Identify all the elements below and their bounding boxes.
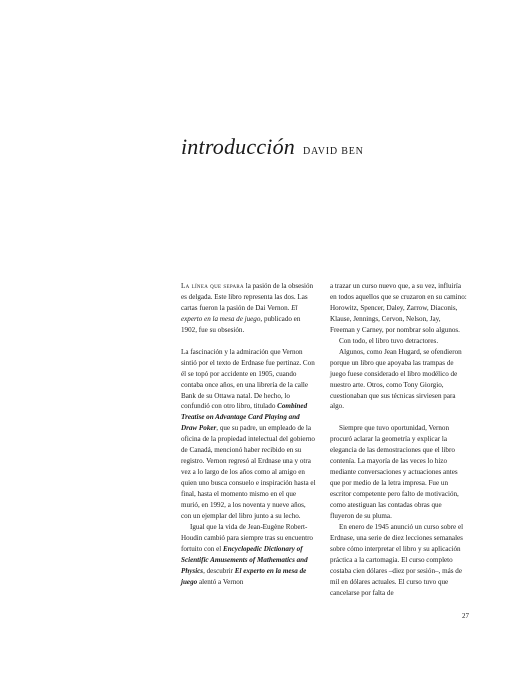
text-run: , descubrir (203, 566, 235, 575)
text-run: Igual que la vida de Jean-Eugène Robert-Houdin cambió para siempre tras su encuentro fortuito con el (181, 522, 313, 553)
book-title: Encyclopedic Dictionary of Scientific Amusements of Mathematics and Physics (181, 544, 308, 575)
text-run: La fascinación y la admiración que Vernon sintió por el texto de Erdnase fue pertinaz. Con él se topó por accidente en 1905, cuando contaba once años, en una librería de la calle Bank de su Ottawa natal. De hecho, lo confundió con otro libro, titulado (181, 347, 315, 411)
text-run: la pasión de la obsesión es delgada. Este libro representa las dos. Las cartas fueron la pasión de Dai Vernon. (181, 282, 314, 312)
book-title: El experto en la mesa de juego (181, 303, 298, 323)
right-column (330, 281, 467, 599)
paragraph: a trazar un curso nuevo que, a su vez, influiría en todos aquellos que se cruzaron en su camino: Horowitz, Spencer, Daley, Zarrow, Diaconis, Klause, Jennings, Cervon, Nelson, Jay, Freeman y Carney, por nombrar solo algunos. (330, 282, 467, 334)
lead-in-smallcaps: La línea que separa (181, 282, 244, 290)
paragraph (181, 522, 316, 588)
paragraph (181, 347, 316, 522)
chapter-title: introducción (181, 134, 296, 159)
left-column (181, 281, 316, 588)
chapter-heading (181, 134, 364, 160)
text-run: alentó a Vernon (197, 577, 244, 586)
book-title: Combined Treatise on Advantage Card Playing and Draw Poker (181, 402, 308, 433)
text-run: , que su padre, un empleado de la oficina de la propiedad intelectual del gobierno de Canadá, mencionó haber recibido en su registro. Vernon regresó al Erdnase una y otra vez a lo largo de los años como al amigo en quien uno busca consuelo e inspiración hasta el final, hasta el momento mismo en el que murió, en 1992, a los noventa y nueve años, con un ejemplar del libro junto a su lecho. (181, 424, 316, 520)
chapter-author: DAVID BEN (303, 146, 364, 157)
paragraph (181, 281, 316, 336)
paragraph: Algunos, como Jean Hugard, se ofendieron porque un libro que apoyaba las trampas de juego fuese considerado el libro modélico de nuestro arte. Otros, como Tony Giorgio, cuestionaban que sus técnicas sirviesen para algo. (330, 347, 462, 411)
paragraph: Siempre que tuvo oportunidad, Vernon procuró aclarar la geometría y explicar la elegancia de las demostraciones que el libro contenía. La mayoría de las veces lo hizo mediante conversaciones y actuaciones antes que por medio de la letra impresa. Fue un escritor competente pero falto de motivación, como atestiguan las contadas obras que fluyeron de su pluma. (330, 424, 459, 520)
text-run: , publicado en 1902, fue su obsesión. (181, 314, 301, 334)
page-number: 27 (462, 612, 469, 620)
book-title: El experto en la mesa de juego (181, 566, 307, 586)
paragraph: Con todo, el libro tuvo detractores. (339, 336, 439, 345)
paragraph: En enero de 1945 anunció un curso sobre el Erdnase, una serie de diez lecciones semanales sobre cómo interpretar el libro y su aplicación práctica a la cartomagia. El curso completo costaba cien dólares –diez por sesión–, más de mil en dólares actuales. El curso tuvo que cancelarse por falta de (330, 522, 464, 597)
